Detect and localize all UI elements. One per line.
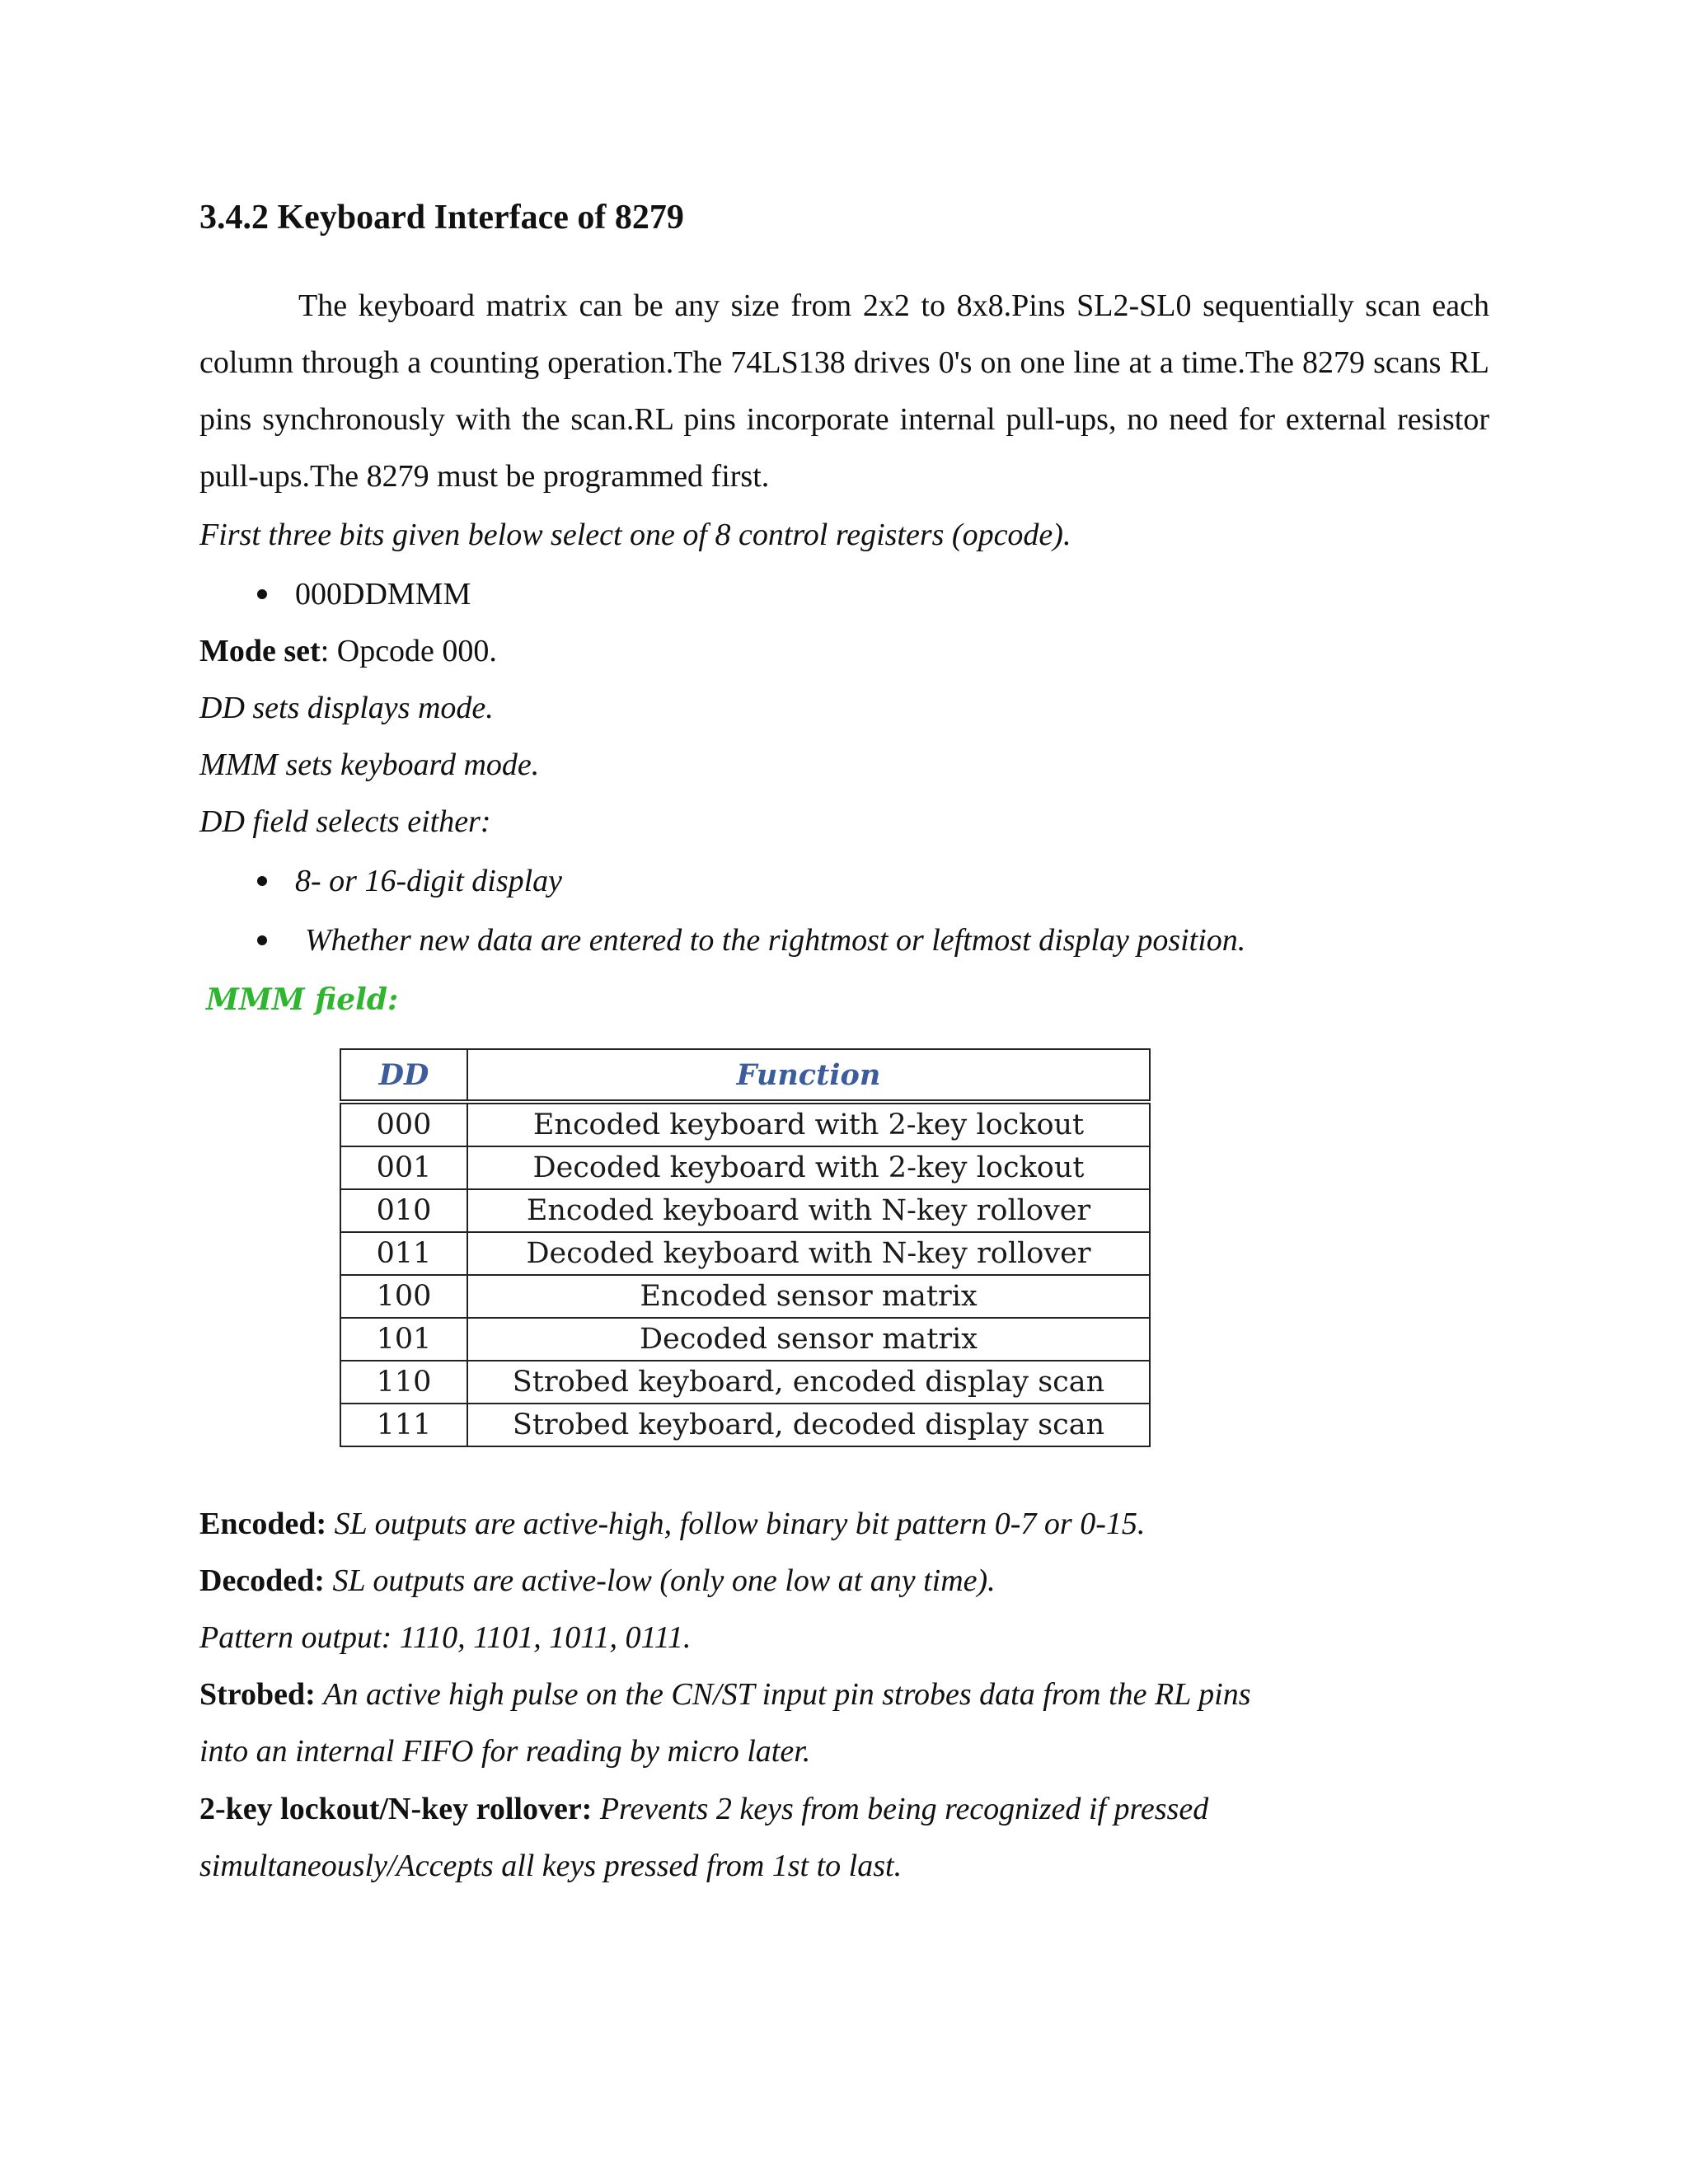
table-cell-code: 110 bbox=[340, 1361, 467, 1404]
strobed-line bbox=[199, 1675, 1251, 1713]
mode-set-text: : Opcode 000. bbox=[320, 634, 497, 668]
table-header-cell: DD bbox=[340, 1049, 467, 1102]
mmm-line: MMM sets keyboard mode. bbox=[199, 748, 540, 782]
lockout-line bbox=[199, 1790, 1208, 1828]
dd-bullet-text: 8- or 16-digit display bbox=[295, 864, 563, 898]
lockout-line-continued: simultaneously/Accepts all keys pressed from 1st to last. bbox=[199, 1849, 903, 1883]
dd-bullet-item bbox=[257, 862, 562, 900]
bullet-icon bbox=[257, 876, 267, 886]
table-cell-code: 111 bbox=[340, 1404, 467, 1446]
table-row bbox=[340, 1232, 1150, 1275]
decoded-label: Decoded: bbox=[199, 1563, 325, 1598]
table-row bbox=[340, 1146, 1150, 1189]
table-cell-function: Encoded sensor matrix bbox=[467, 1275, 1150, 1318]
table-row bbox=[340, 1404, 1150, 1446]
table-row bbox=[340, 1275, 1150, 1318]
table-cell-code: 001 bbox=[340, 1146, 467, 1189]
decoded-text: SL outputs are active-low (only one low at any time). bbox=[332, 1563, 996, 1598]
table-cell-code: 100 bbox=[340, 1275, 467, 1318]
table-row bbox=[340, 1318, 1150, 1361]
dd-bullet-text: Whether new data are entered to the rightmost or leftmost display position. bbox=[305, 923, 1246, 958]
mmm-field-table bbox=[340, 1048, 1151, 1447]
table-cell-code: 010 bbox=[340, 1189, 467, 1232]
dd-line: DD sets displays mode. bbox=[199, 691, 494, 725]
pattern-output-line: Pattern output: 1110, 1101, 1011, 0111. bbox=[199, 1620, 692, 1655]
strobed-label: Strobed: bbox=[199, 1677, 316, 1712]
bullet-icon bbox=[257, 589, 267, 599]
table-cell-function: Decoded sensor matrix bbox=[467, 1318, 1150, 1361]
table-cell-function: Encoded keyboard with 2-key lockout bbox=[467, 1102, 1150, 1146]
lockout-label: 2-key lockout/N-key rollover: bbox=[199, 1792, 593, 1826]
dd-bullet-item bbox=[257, 921, 1245, 959]
encoded-text: SL outputs are active-high, follow binary bit pattern 0-7 or 0-15. bbox=[334, 1507, 1146, 1541]
table-row bbox=[340, 1361, 1150, 1404]
table-cell-code: 011 bbox=[340, 1232, 467, 1275]
table-cell-function: Decoded keyboard with 2-key lockout bbox=[467, 1146, 1150, 1189]
table-row bbox=[340, 1189, 1150, 1232]
strobed-line-continued: into an internal FIFO for reading by micro later. bbox=[199, 1734, 811, 1769]
encoded-label: Encoded: bbox=[199, 1507, 327, 1541]
table-cell-function: Decoded keyboard with N-key rollover bbox=[467, 1232, 1150, 1275]
table-header-row bbox=[340, 1049, 1150, 1102]
bullet-icon bbox=[257, 935, 267, 945]
table-cell-function: Strobed keyboard, decoded display scan bbox=[467, 1404, 1150, 1446]
table-header-cell: Function bbox=[467, 1049, 1150, 1102]
table-cell-code: 000 bbox=[340, 1102, 467, 1146]
section-heading: 3.4.2 Keyboard Interface of 8279 bbox=[199, 199, 684, 237]
intro-paragraph: The keyboard matrix can be any size from 2x2 to 8x8.Pins SL2-SL0 sequentially scan each column through a counting operation.The 74LS138 drives 0's on one line at a time.The 8279 scans RL pins synchronously with the scan.RL pins incorporate internal pull-ups, no need for external resistor pull-ups.The 8279 must be programmed first. bbox=[199, 288, 1489, 494]
mmm-table-title: MMM field: bbox=[206, 982, 399, 1017]
table-cell-function: Encoded keyboard with N-key rollover bbox=[467, 1189, 1150, 1232]
opcode-bullet-text: 000DDMMM bbox=[295, 577, 471, 612]
table-row bbox=[340, 1102, 1150, 1146]
opcode-bullet-item bbox=[257, 575, 471, 613]
encoded-line bbox=[199, 1505, 1145, 1543]
table-cell-code: 101 bbox=[340, 1318, 467, 1361]
mode-set-label: Mode set bbox=[199, 634, 321, 668]
opcode-note: First three bits given below select one of 8 control registers (opcode). bbox=[199, 518, 1071, 552]
dd-field-line: DD field selects either: bbox=[199, 804, 491, 839]
decoded-line bbox=[199, 1562, 996, 1600]
strobed-text: An active high pulse on the CN/ST input pin strobes data from the RL pins bbox=[323, 1677, 1251, 1712]
mode-set-line bbox=[199, 632, 497, 670]
lockout-text: Prevents 2 keys from being recognized if pressed bbox=[599, 1792, 1209, 1826]
table-cell-function: Strobed keyboard, encoded display scan bbox=[467, 1361, 1150, 1404]
